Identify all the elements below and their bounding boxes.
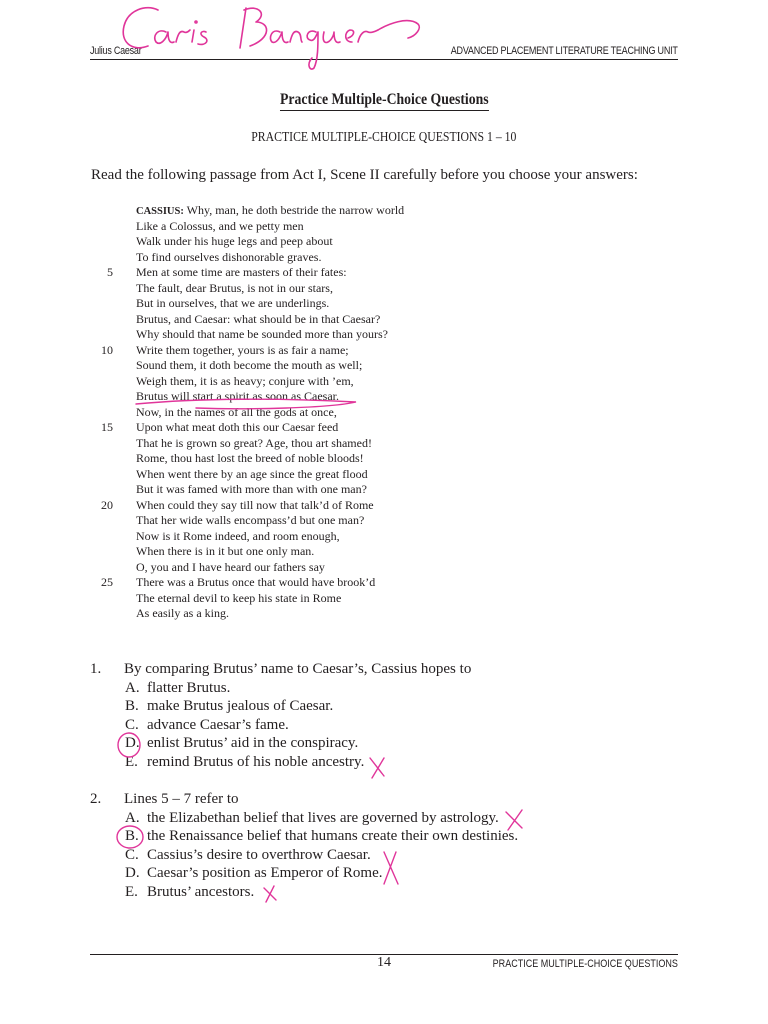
passage-line — [90, 327, 490, 343]
option-text: enlist Brutus’ aid in the conspiracy. — [147, 735, 359, 752]
option-text: advance Caesar’s fame. — [147, 716, 289, 733]
passage-line-text: But in ourselves, that we are underlings. — [136, 296, 330, 310]
passage-instructions: Read the following passage from Act I, Scene II carefully before you choose your answers: — [91, 167, 638, 183]
passage-line — [90, 405, 490, 421]
passage-line — [90, 544, 490, 560]
passage-line-text: To find ourselves dishonorable graves. — [136, 249, 322, 264]
page-title: Practice Multiple-Choice Questions — [0, 91, 768, 111]
section-subtitle: PRACTICE MULTIPLE-CHOICE QUESTIONS 1 – 10 — [251, 130, 517, 145]
passage-line — [90, 575, 490, 591]
passage-line-text: Why, man, he doth bestride the narrow world — [186, 203, 405, 217]
passage-line — [90, 482, 490, 498]
question-stem: By comparing Brutus’ name to Caesar’s, Cassius hopes to — [124, 661, 472, 677]
passage-line-text: Brutus will start a spirit as soon as Caesar. — [136, 389, 339, 403]
line-number: 25 — [101, 575, 113, 589]
option-letter: B. — [125, 828, 139, 845]
option-letter: D. — [125, 865, 140, 882]
passage-line — [90, 467, 490, 483]
passage-line-text: That her wide walls encompass’d but one man? — [136, 513, 365, 527]
line-number: 10 — [101, 342, 113, 357]
passage-line — [90, 312, 490, 328]
option-letter: E. — [125, 753, 138, 770]
passage-line — [90, 219, 490, 235]
passage-line — [90, 343, 490, 359]
passage-line — [90, 436, 490, 452]
cross-mark-icon — [370, 758, 384, 778]
header-series-title: ADVANCED PLACEMENT LITERATURE TEACHING UNIT — [451, 45, 678, 57]
passage — [90, 203, 490, 622]
passage-line — [90, 234, 490, 250]
option-letter: C. — [125, 846, 139, 863]
option-text: make Brutus jealous of Caesar. — [147, 698, 334, 715]
passage-line — [90, 358, 490, 374]
option-text: Brutus’ ancestors. — [147, 883, 255, 900]
page-number: 14 — [377, 955, 391, 970]
passage-line-text: When could they say till now that talk’d of Rome — [136, 497, 374, 512]
option-text: Caesar’s position as Emperor of Rome. — [147, 865, 383, 882]
passage-line — [90, 451, 490, 467]
passage-line — [90, 529, 490, 545]
passage-line — [90, 281, 490, 297]
option-letter: A. — [125, 809, 140, 826]
line-number: 20 — [101, 497, 113, 512]
passage-line-text: Now is it Rome indeed, and room enough, — [136, 528, 340, 543]
option-text: the Elizabethan belief that lives are governed by astrology. — [147, 809, 499, 826]
line-number: 15 — [101, 420, 113, 434]
option-letter: E. — [125, 883, 138, 900]
option-letter: C. — [125, 716, 139, 733]
speaker-name: CASSIUS: — [136, 206, 184, 217]
passage-line-text: Men at some time are masters of their fates: — [136, 265, 347, 279]
passage-line — [90, 513, 490, 529]
passage-line-text: As easily as a king. — [136, 606, 229, 620]
option-text: Cassius’s desire to overthrow Caesar. — [147, 846, 371, 863]
cross-mark-icon — [264, 886, 276, 902]
passage-line-text: Like a Colossus, and we petty men — [136, 218, 304, 233]
passage-line-text: The eternal devil to keep his state in Rome — [136, 590, 342, 605]
passage-line-text: But it was famed with more than with one man? — [136, 482, 367, 496]
passage-line-text: Walk under his huge legs and peep about — [136, 234, 333, 248]
option-letter: B. — [125, 698, 139, 715]
line-number: 5 — [107, 265, 113, 279]
passage-line-text: When there is in it but one only man. — [136, 544, 315, 558]
passage-line-text: The fault, dear Brutus, is not in our stars, — [136, 280, 333, 295]
cross-mark-icon — [384, 852, 398, 884]
passage-line — [90, 250, 490, 266]
passage-line — [90, 591, 490, 607]
passage-line — [90, 374, 490, 390]
option-text: remind Brutus of his noble ancestry. — [147, 753, 365, 770]
passage-line-text: Weigh them, it is as heavy; conjure with ’em, — [136, 373, 354, 388]
option-letter: A. — [125, 679, 140, 696]
passage-line — [90, 296, 490, 312]
question-number: 2. — [90, 791, 102, 807]
passage-line-text: There was a Brutus once that would have brook’d — [136, 575, 376, 589]
passage-line-text: Brutus, and Caesar: what should be in that Caesar? — [136, 311, 381, 326]
header-unit-title: Julius Caesar — [90, 45, 142, 57]
passage-line-text: Write them together, yours is as fair a name; — [136, 342, 349, 357]
question-stem: Lines 5 – 7 refer to — [124, 791, 239, 807]
passage-line — [90, 389, 490, 405]
passage-line-text: Now, in the names of all the gods at once, — [136, 404, 337, 419]
passage-line — [90, 203, 490, 219]
passage-line-text: O, you and I have heard our fathers say — [136, 559, 325, 574]
passage-line — [90, 498, 490, 514]
passage-line-text: Why should that name be sounded more than yours? — [136, 327, 388, 341]
passage-line-text: Rome, thou hast lost the breed of noble bloods! — [136, 451, 364, 465]
footer-section-title: PRACTICE MULTIPLE-CHOICE QUESTIONS — [492, 958, 678, 970]
handwritten-signature — [118, 2, 428, 74]
option-letter: D. — [125, 735, 140, 752]
passage-line — [90, 420, 490, 436]
passage-line-text: That he is grown so great? Age, thou art shamed! — [136, 435, 372, 450]
passage-line-text: Upon what meat doth this our Caesar feed — [136, 420, 339, 434]
passage-line — [90, 265, 490, 281]
passage-line — [90, 560, 490, 576]
passage-line — [90, 606, 490, 622]
passage-line-text: When went there by an age since the great flood — [136, 466, 368, 481]
question-number: 1. — [90, 661, 102, 677]
passage-line-text: Sound them, it doth become the mouth as well; — [136, 358, 363, 372]
option-text: flatter Brutus. — [147, 679, 231, 696]
option-text: the Renaissance belief that humans create their own destinies. — [147, 828, 519, 845]
